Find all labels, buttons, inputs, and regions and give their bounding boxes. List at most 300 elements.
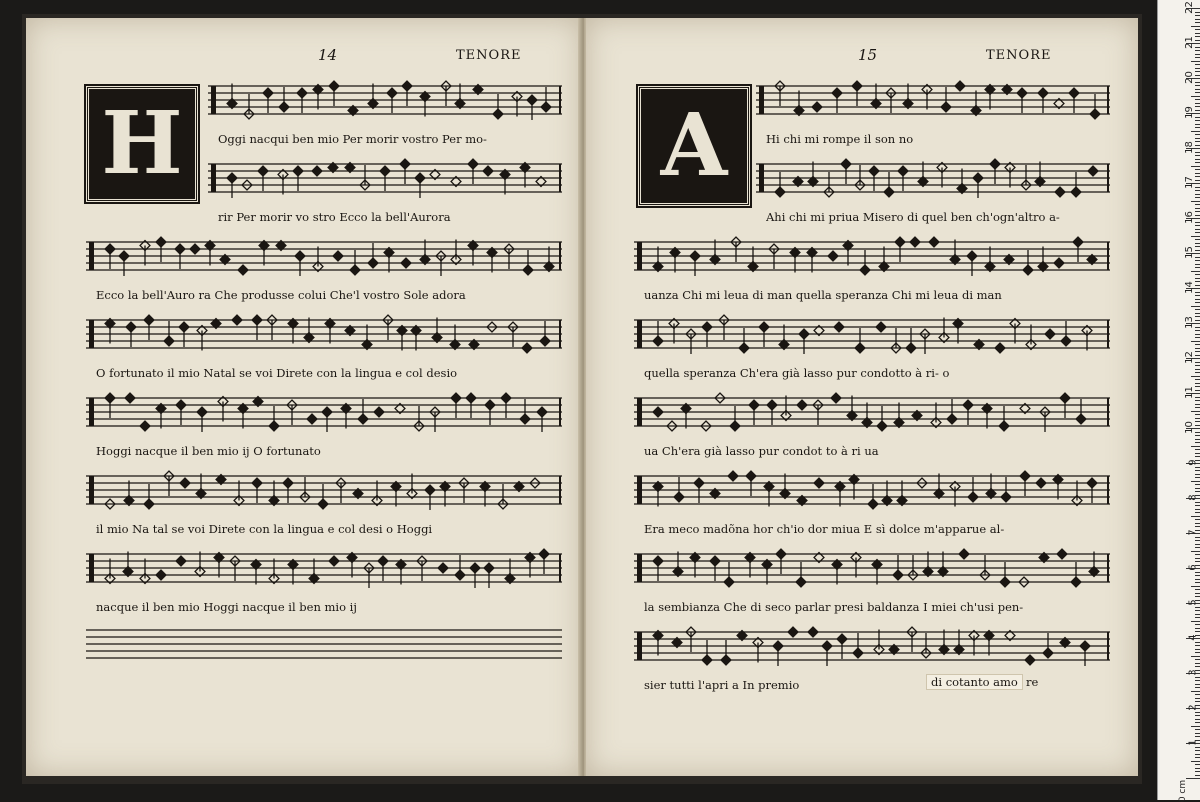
ruler-tick xyxy=(1195,505,1200,506)
ruler-tick xyxy=(1195,477,1200,478)
lyric-line: Ecco la bell'Auro ra Che produsse colui Che'l vostro Sole adora xyxy=(96,288,466,302)
ruler-tick xyxy=(1195,229,1200,230)
ruler-tick xyxy=(1195,390,1200,391)
ruler-tick xyxy=(1195,15,1200,16)
c-clef-mark xyxy=(89,320,94,348)
ruler-tick xyxy=(1195,579,1200,580)
ruler-label: 3 xyxy=(1187,669,1199,676)
ruler-tick xyxy=(1195,659,1200,660)
ruler-tick xyxy=(1195,176,1200,177)
music-staff xyxy=(634,626,1110,670)
ruler-tick xyxy=(1195,624,1200,625)
ruler-tick xyxy=(1195,432,1200,433)
ruler-tick xyxy=(1195,12,1200,13)
note-head xyxy=(522,343,532,353)
note-head xyxy=(483,166,493,176)
note-head xyxy=(140,421,150,431)
ruler-tick xyxy=(1191,726,1200,727)
ruler-tick xyxy=(1195,334,1200,335)
ruler-tick xyxy=(1195,519,1200,520)
ruler-tick xyxy=(1195,582,1200,583)
ruler-tick xyxy=(1195,754,1200,755)
ruler-tick xyxy=(1191,236,1200,237)
note-head xyxy=(834,322,844,332)
ruler-tick xyxy=(1195,103,1200,104)
ruler-tick xyxy=(1195,134,1200,135)
music-staff xyxy=(208,158,562,202)
ruler-tick xyxy=(1195,614,1200,615)
ruler-tick xyxy=(1195,187,1200,188)
ruler-tick xyxy=(1195,701,1200,702)
ruler-tick xyxy=(1195,285,1200,286)
lyric-line: Hoggi nacque il ben mio ij O fortunato xyxy=(96,444,321,458)
ruler-tick xyxy=(1195,397,1200,398)
ruler-tick xyxy=(1195,327,1200,328)
ruler-tick xyxy=(1195,386,1200,387)
ruler-tick xyxy=(1195,677,1200,678)
measurement-ruler xyxy=(1157,0,1200,800)
ruler-tick xyxy=(1195,547,1200,548)
ruler-label: 8 xyxy=(1187,494,1199,501)
ruler-tick xyxy=(1195,173,1200,174)
ruler-tick xyxy=(1195,439,1200,440)
lyric-line: sier tutti l'apri a In premio xyxy=(644,678,800,692)
ruler-label: 4 xyxy=(1187,634,1199,641)
ruler-tick xyxy=(1195,190,1200,191)
note-head xyxy=(910,237,920,247)
ruler-tick xyxy=(1195,470,1200,471)
ruler-tick xyxy=(1195,491,1200,492)
ruler-tick xyxy=(1195,246,1200,247)
ruler-tick xyxy=(1195,278,1200,279)
ruler-tick xyxy=(1191,201,1200,202)
ruler-label: 19 xyxy=(1184,106,1196,119)
ruler-tick xyxy=(1195,267,1200,268)
ruler-tick xyxy=(1195,110,1200,111)
ruler-label: 1 xyxy=(1187,739,1199,746)
note-head xyxy=(728,471,738,481)
ruler-tick xyxy=(1195,488,1200,489)
ruler-tick xyxy=(1195,680,1200,681)
c-clef-mark xyxy=(637,632,642,660)
ruler-label: 21 xyxy=(1184,36,1196,49)
ruler-tick xyxy=(1195,302,1200,303)
ruler-tick xyxy=(1195,404,1200,405)
ruler-tick xyxy=(1191,551,1200,552)
ruler-tick xyxy=(1195,295,1200,296)
ruler-tick xyxy=(1195,292,1200,293)
ruler-tick xyxy=(1195,719,1200,720)
c-clef-mark xyxy=(637,242,642,270)
ruler-tick xyxy=(1195,610,1200,611)
ruler-tick xyxy=(1195,225,1200,226)
ruler-tick xyxy=(1195,89,1200,90)
ruler-tick xyxy=(1195,71,1200,72)
note-head xyxy=(232,315,242,325)
ruler-tick xyxy=(1195,449,1200,450)
note-head xyxy=(333,251,343,261)
ruler-tick xyxy=(1195,274,1200,275)
ruler-tick xyxy=(1195,645,1200,646)
ruler-tick xyxy=(1195,435,1200,436)
ruler-tick xyxy=(1195,572,1200,573)
note-head xyxy=(438,563,448,573)
ruler-tick xyxy=(1195,162,1200,163)
ruler-tick xyxy=(1195,369,1200,370)
ruler-tick xyxy=(1195,120,1200,121)
ruler-label: 7 xyxy=(1187,529,1199,536)
lyric-line: uanza Chi mi leua di man quella speranza Chi mi leua di man xyxy=(644,288,1002,302)
lyric-line: Hi chi mi rompe il son no xyxy=(766,132,914,146)
note-head xyxy=(190,244,200,254)
ruler-tick xyxy=(1195,299,1200,300)
ruler-tick xyxy=(1195,54,1200,55)
ruler-tick xyxy=(1195,747,1200,748)
music-staff xyxy=(634,548,1110,592)
ruler-label: 14 xyxy=(1184,281,1196,294)
note-head xyxy=(1055,187,1065,197)
note-head xyxy=(788,627,798,637)
ruler-tick xyxy=(1195,22,1200,23)
ruler-tick xyxy=(1195,19,1200,20)
ruler-label: 20 xyxy=(1184,71,1196,84)
ruler-tick xyxy=(1195,663,1200,664)
lyric-line: ua Ch'era già lasso pur condot to à ri ua xyxy=(644,444,879,458)
decorated-initial-h xyxy=(86,86,198,202)
music-staff xyxy=(634,236,1110,280)
ruler-tick xyxy=(1195,687,1200,688)
music-staff xyxy=(634,314,1110,358)
note-head xyxy=(828,251,838,261)
ruler-tick xyxy=(1195,316,1200,317)
ruler-tick xyxy=(1195,243,1200,244)
note-head xyxy=(401,258,411,268)
note-head xyxy=(995,343,1005,353)
c-clef-mark xyxy=(89,554,94,582)
note-head xyxy=(1088,166,1098,176)
ruler-tick xyxy=(1195,617,1200,618)
ruler-tick xyxy=(1191,481,1200,482)
lyric-line: rir Per morir vo stro Ecco la bell'Aurora xyxy=(218,210,451,224)
ruler-tick xyxy=(1195,180,1200,181)
music-staff xyxy=(756,158,1110,202)
ruler-tick xyxy=(1195,698,1200,699)
note-head xyxy=(1045,329,1055,339)
ruler-tick xyxy=(1195,649,1200,650)
c-clef-mark xyxy=(211,86,216,114)
ruler-tick xyxy=(1195,355,1200,356)
ruler-tick xyxy=(1195,652,1200,653)
ruler-tick xyxy=(1195,362,1200,363)
note-head xyxy=(156,570,166,580)
note-head xyxy=(797,400,807,410)
ruler-tick xyxy=(1195,75,1200,76)
lyric-line: la sembianza Che di seco parlar presi baldanza I miei ch'usi pen- xyxy=(644,600,1024,614)
decorated-initial-a xyxy=(638,86,750,206)
open-book xyxy=(22,14,1142,784)
ruler-tick xyxy=(1195,141,1200,142)
ruler-tick xyxy=(1195,222,1200,223)
ruler-tick xyxy=(1195,628,1200,629)
ruler-tick xyxy=(1195,544,1200,545)
ruler-label: 16 xyxy=(1184,211,1196,224)
ruler-label: 12 xyxy=(1184,351,1196,364)
ruler-tick xyxy=(1195,99,1200,100)
ruler-tick xyxy=(1195,512,1200,513)
ruler-tick xyxy=(1195,204,1200,205)
note-head xyxy=(814,478,824,488)
ruler-tick xyxy=(1191,376,1200,377)
ruler-tick xyxy=(1195,526,1200,527)
c-clef-mark xyxy=(89,476,94,504)
ruler-tick xyxy=(1195,197,1200,198)
ruler-label: 5 xyxy=(1187,599,1199,606)
ruler-tick xyxy=(1195,771,1200,772)
note-head xyxy=(1054,258,1064,268)
ruler-tick xyxy=(1195,764,1200,765)
pasted-correction-slip: di cotanto amo xyxy=(926,674,1023,690)
ruler-tick xyxy=(1195,264,1200,265)
left-page-number: 14 xyxy=(318,46,338,64)
ruler-tick xyxy=(1195,715,1200,716)
ruler-tick xyxy=(1195,666,1200,667)
note-head xyxy=(955,81,965,91)
note-head xyxy=(812,102,822,112)
ruler-tick xyxy=(1195,729,1200,730)
ruler-label: 13 xyxy=(1184,316,1196,329)
ruler-tick xyxy=(1195,467,1200,468)
lyric-line: il mio Na tal se voi Direte con la lingua e col desi o Hoggi xyxy=(96,522,433,536)
ruler-tick xyxy=(1195,211,1200,212)
note-head xyxy=(329,556,339,566)
ruler-tick xyxy=(1195,40,1200,41)
ruler-tick xyxy=(1191,96,1200,97)
ruler-tick xyxy=(1195,757,1200,758)
ruler-tick xyxy=(1195,36,1200,37)
ruler-tick xyxy=(1195,750,1200,751)
lyric-line: Era meco madõna hor ch'io dor miua E sì dolce m'apparue al- xyxy=(644,522,1005,536)
note-head xyxy=(808,627,818,637)
ruler-tick xyxy=(1195,407,1200,408)
ruler-tick xyxy=(1195,768,1200,769)
ruler-tick xyxy=(1195,92,1200,93)
note-head xyxy=(176,556,186,566)
ruler-unit: 0 cm xyxy=(1177,779,1188,802)
ruler-tick xyxy=(1195,540,1200,541)
c-clef-mark xyxy=(759,86,764,114)
ruler-label: 15 xyxy=(1184,246,1196,259)
ruler-tick xyxy=(1195,414,1200,415)
right-page-number: 15 xyxy=(858,46,878,64)
ruler-tick xyxy=(1195,313,1200,314)
ruler-tick xyxy=(1195,138,1200,139)
ruler-tick xyxy=(1195,372,1200,373)
ruler-tick xyxy=(1195,82,1200,83)
ruler-tick xyxy=(1191,621,1200,622)
ruler-tick xyxy=(1195,631,1200,632)
initial-letter: H xyxy=(101,93,183,194)
ruler-tick xyxy=(1195,85,1200,86)
lyric-line: Ahi chi mi priua Misero di quel ben ch'ogn'altro a- xyxy=(766,210,1060,224)
ruler-tick xyxy=(1195,145,1200,146)
ruler-tick xyxy=(1195,537,1200,538)
ruler-tick xyxy=(1191,586,1200,587)
right-page xyxy=(586,18,1138,776)
ruler-tick xyxy=(1195,736,1200,737)
note-head xyxy=(374,407,384,417)
ruler-tick xyxy=(1195,68,1200,69)
ruler-tick xyxy=(1191,691,1200,692)
ruler-tick xyxy=(1195,257,1200,258)
ruler-tick xyxy=(1195,418,1200,419)
music-staff xyxy=(86,470,562,514)
ruler-tick xyxy=(1195,425,1200,426)
ruler-tick xyxy=(1195,722,1200,723)
ruler-tick xyxy=(1195,250,1200,251)
ruler-label: 9 xyxy=(1187,459,1199,466)
music-staff xyxy=(634,470,1110,514)
ruler-tick xyxy=(1186,778,1200,779)
c-clef-mark xyxy=(637,398,642,426)
ruler-label: 11 xyxy=(1184,386,1196,399)
right-running-head: TENORE xyxy=(986,48,1052,63)
ruler-tick xyxy=(1195,712,1200,713)
ruler-tick xyxy=(1195,351,1200,352)
ruler-tick xyxy=(1195,523,1200,524)
ruler-tick xyxy=(1195,47,1200,48)
ruler-tick xyxy=(1195,117,1200,118)
ruler-tick xyxy=(1191,131,1200,132)
ruler-tick xyxy=(1191,341,1200,342)
note-head xyxy=(307,414,317,424)
note-head xyxy=(1057,549,1067,559)
ruler-tick xyxy=(1195,442,1200,443)
note-head xyxy=(959,549,969,559)
ruler-tick xyxy=(1195,232,1200,233)
note-head xyxy=(238,265,248,275)
note-head xyxy=(125,393,135,403)
ruler-tick xyxy=(1195,733,1200,734)
ruler-tick xyxy=(1195,421,1200,422)
ruler-tick xyxy=(1195,239,1200,240)
ruler-tick xyxy=(1195,575,1200,576)
note-head xyxy=(831,393,841,403)
ruler-tick xyxy=(1191,271,1200,272)
note-head xyxy=(180,478,190,488)
note-head xyxy=(653,407,663,417)
ruler-tick xyxy=(1195,260,1200,261)
ruler-tick xyxy=(1195,596,1200,597)
ruler-tick xyxy=(1195,694,1200,695)
music-staff xyxy=(86,392,562,436)
ruler-tick xyxy=(1195,456,1200,457)
music-staff xyxy=(634,392,1110,436)
ruler-tick xyxy=(1191,26,1200,27)
ruler-tick xyxy=(1195,337,1200,338)
ruler-label: 2 xyxy=(1187,704,1199,711)
ruler-tick xyxy=(1195,127,1200,128)
note-head xyxy=(929,237,939,247)
ruler-tick xyxy=(1195,400,1200,401)
music-staff xyxy=(86,548,562,592)
ruler-tick xyxy=(1191,166,1200,167)
ruler-tick xyxy=(1195,309,1200,310)
music-staff xyxy=(756,80,1110,124)
ruler-tick xyxy=(1195,169,1200,170)
ruler-tick xyxy=(1195,152,1200,153)
music-staff xyxy=(86,236,562,280)
ruler-tick xyxy=(1195,453,1200,454)
ruler-tick xyxy=(1195,106,1200,107)
left-page xyxy=(26,18,582,776)
ruler-tick xyxy=(1191,761,1200,762)
ruler-tick xyxy=(1195,642,1200,643)
ruler-tick xyxy=(1195,509,1200,510)
ruler-tick xyxy=(1195,379,1200,380)
ruler-tick xyxy=(1195,64,1200,65)
ruler-tick xyxy=(1195,775,1200,776)
ruler-tick xyxy=(1195,558,1200,559)
ruler-tick xyxy=(1195,607,1200,608)
ruler-label: 10 xyxy=(1184,421,1196,434)
note-head xyxy=(876,322,886,332)
ruler-tick xyxy=(1195,344,1200,345)
c-clef-mark xyxy=(89,398,94,426)
note-head xyxy=(1025,655,1035,665)
ruler-tick xyxy=(1195,589,1200,590)
ruler-tick xyxy=(1195,320,1200,321)
note-head xyxy=(312,166,322,176)
ruler-tick xyxy=(1195,194,1200,195)
c-clef-mark xyxy=(211,164,216,192)
ruler-tick xyxy=(1191,516,1200,517)
ruler-tick xyxy=(1195,159,1200,160)
lyric-line: O fortunato il mio Natal se voi Direte con la lingua e col desio xyxy=(96,366,458,380)
ruler-tick xyxy=(1195,684,1200,685)
empty-staff xyxy=(86,624,562,668)
ruler-tick xyxy=(1191,306,1200,307)
c-clef-mark xyxy=(759,164,764,192)
ruler-tick xyxy=(1195,124,1200,125)
ruler-tick xyxy=(1195,208,1200,209)
ruler-tick xyxy=(1195,484,1200,485)
ruler-tick xyxy=(1191,61,1200,62)
ruler-tick xyxy=(1195,502,1200,503)
ruler-tick xyxy=(1195,155,1200,156)
ruler-label: 17 xyxy=(1184,176,1196,189)
music-staff xyxy=(208,80,562,124)
ruler-tick xyxy=(1195,50,1200,51)
lyric-line: quella speranza Ch'era già lasso pur condotto à ri- o xyxy=(644,366,950,380)
ruler-tick xyxy=(1195,593,1200,594)
lyric-line: Oggi nacqui ben mio Per morir vostro Per mo- xyxy=(218,132,487,146)
ruler-tick xyxy=(1191,446,1200,447)
note-head xyxy=(1036,478,1046,488)
ruler-label: 18 xyxy=(1184,141,1196,154)
left-running-head: TENORE xyxy=(456,48,522,63)
ruler-label: 22 xyxy=(1184,1,1196,14)
c-clef-mark xyxy=(637,554,642,582)
ruler-tick xyxy=(1195,383,1200,384)
lyric-line: nacque il ben mio Hoggi nacque il ben mio ij xyxy=(96,600,357,614)
c-clef-mark xyxy=(89,242,94,270)
ruler-tick xyxy=(1195,330,1200,331)
ruler-tick xyxy=(1195,554,1200,555)
initial-letter: A xyxy=(660,95,728,196)
ruler-tick xyxy=(1191,411,1200,412)
ruler-tick xyxy=(1195,281,1200,282)
c-clef-mark xyxy=(637,476,642,504)
